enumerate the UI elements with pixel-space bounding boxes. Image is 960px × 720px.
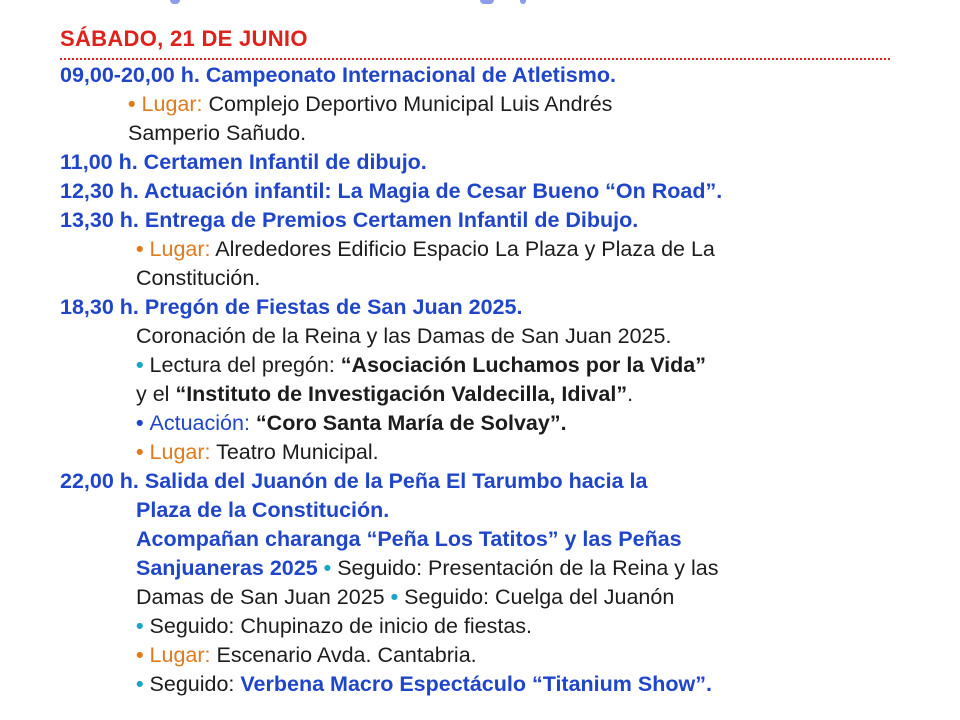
event-location bbox=[136, 438, 379, 467]
followed-item-cont bbox=[136, 583, 674, 612]
bullet-icon: • bbox=[136, 237, 144, 261]
reading-label: Lectura del pregón: bbox=[149, 353, 335, 377]
accompaniment-text: Sanjuaneras 2025 bbox=[136, 556, 318, 580]
followed-label: Seguido: bbox=[149, 672, 235, 696]
location-label: Lugar: bbox=[149, 440, 211, 464]
reading-connector: y el bbox=[136, 382, 170, 406]
event-title: 13,30 h. Entrega de Premios Certamen Infantil de Dibujo. bbox=[60, 208, 639, 232]
followed-item-row bbox=[136, 670, 712, 699]
date-heading: SÁBADO, 21 DE JUNIO bbox=[60, 26, 308, 51]
event-location bbox=[128, 90, 612, 119]
bullet-icon: • bbox=[136, 411, 144, 435]
bullet-icon: • bbox=[136, 672, 144, 696]
reading-end: . bbox=[627, 382, 634, 406]
event-title-cont: Plaza de la Constitución. bbox=[136, 498, 390, 522]
location-value: Complejo Deportivo Municipal Luis Andrés bbox=[208, 92, 613, 116]
event-title: 18,30 h. Pregón de Fiestas de San Juan 2025. bbox=[60, 295, 523, 319]
followed-value: Verbena Macro Espectáculo “Titanium Show”. bbox=[240, 672, 712, 696]
event-description: Coronación de la Reina y las Damas de San Juan 2025. bbox=[136, 324, 672, 348]
event-title: 12,30 h. Actuación infantil: La Magia de Cesar Bueno “On Road”. bbox=[60, 179, 723, 203]
event-location bbox=[136, 235, 715, 264]
followed-item-row bbox=[136, 612, 532, 641]
followed-item: Seguido: Presentación de la Reina y las bbox=[337, 556, 719, 580]
location-value: Teatro Municipal. bbox=[216, 440, 379, 464]
bullet-icon: • bbox=[128, 92, 136, 116]
bullet-icon: • bbox=[136, 643, 144, 667]
followed-item: Seguido: Chupinazo de inicio de fiestas. bbox=[149, 614, 533, 638]
event-title: 22,00 h. Salida del Juanón de la Peña El Tarumbo hacia la bbox=[60, 469, 648, 493]
event-title: 09,00-20,00 h. Campeonato Internacional de Atletismo. bbox=[60, 63, 616, 87]
event-location-cont: Samperio Sañudo. bbox=[128, 121, 307, 145]
location-value: Alrededores Edificio Espacio La Plaza y Plaza de La bbox=[215, 237, 715, 261]
location-label: Lugar: bbox=[141, 92, 203, 116]
event-title: 11,00 h. Certamen Infantil de dibujo. bbox=[60, 150, 427, 174]
bullet-icon: • bbox=[323, 556, 332, 580]
reading-value-2: “Instituto de Investigación Valdecilla, Idival” bbox=[175, 382, 628, 406]
bullet-icon: • bbox=[390, 585, 399, 609]
event-performance bbox=[136, 409, 567, 438]
event-reading bbox=[136, 351, 706, 380]
bullet-icon: • bbox=[136, 614, 144, 638]
event-accompaniment-cont bbox=[136, 554, 718, 583]
cropped-heading-fragment bbox=[150, 0, 530, 10]
followed-item-text: Damas de San Juan 2025 bbox=[136, 585, 385, 609]
event-location-cont: Constitución. bbox=[136, 266, 261, 290]
dotted-divider bbox=[60, 58, 890, 60]
location-label: Lugar: bbox=[149, 643, 211, 667]
location-label: Lugar: bbox=[149, 237, 211, 261]
performance-label: Actuación: bbox=[149, 411, 250, 435]
followed-item: Seguido: Cuelga del Juanón bbox=[404, 585, 675, 609]
event-accompaniment: Acompañan charanga “Peña Los Tatitos” y las Peñas bbox=[136, 527, 682, 551]
reading-value: “Asociación Luchamos por la Vida” bbox=[340, 353, 706, 377]
location-value: Escenario Avda. Cantabria. bbox=[216, 643, 477, 667]
performance-value: “Coro Santa María de Solvay”. bbox=[255, 411, 567, 435]
event-reading-cont bbox=[136, 380, 633, 409]
bullet-icon: • bbox=[136, 440, 144, 464]
event-location bbox=[136, 641, 477, 670]
bullet-icon: • bbox=[136, 353, 144, 377]
